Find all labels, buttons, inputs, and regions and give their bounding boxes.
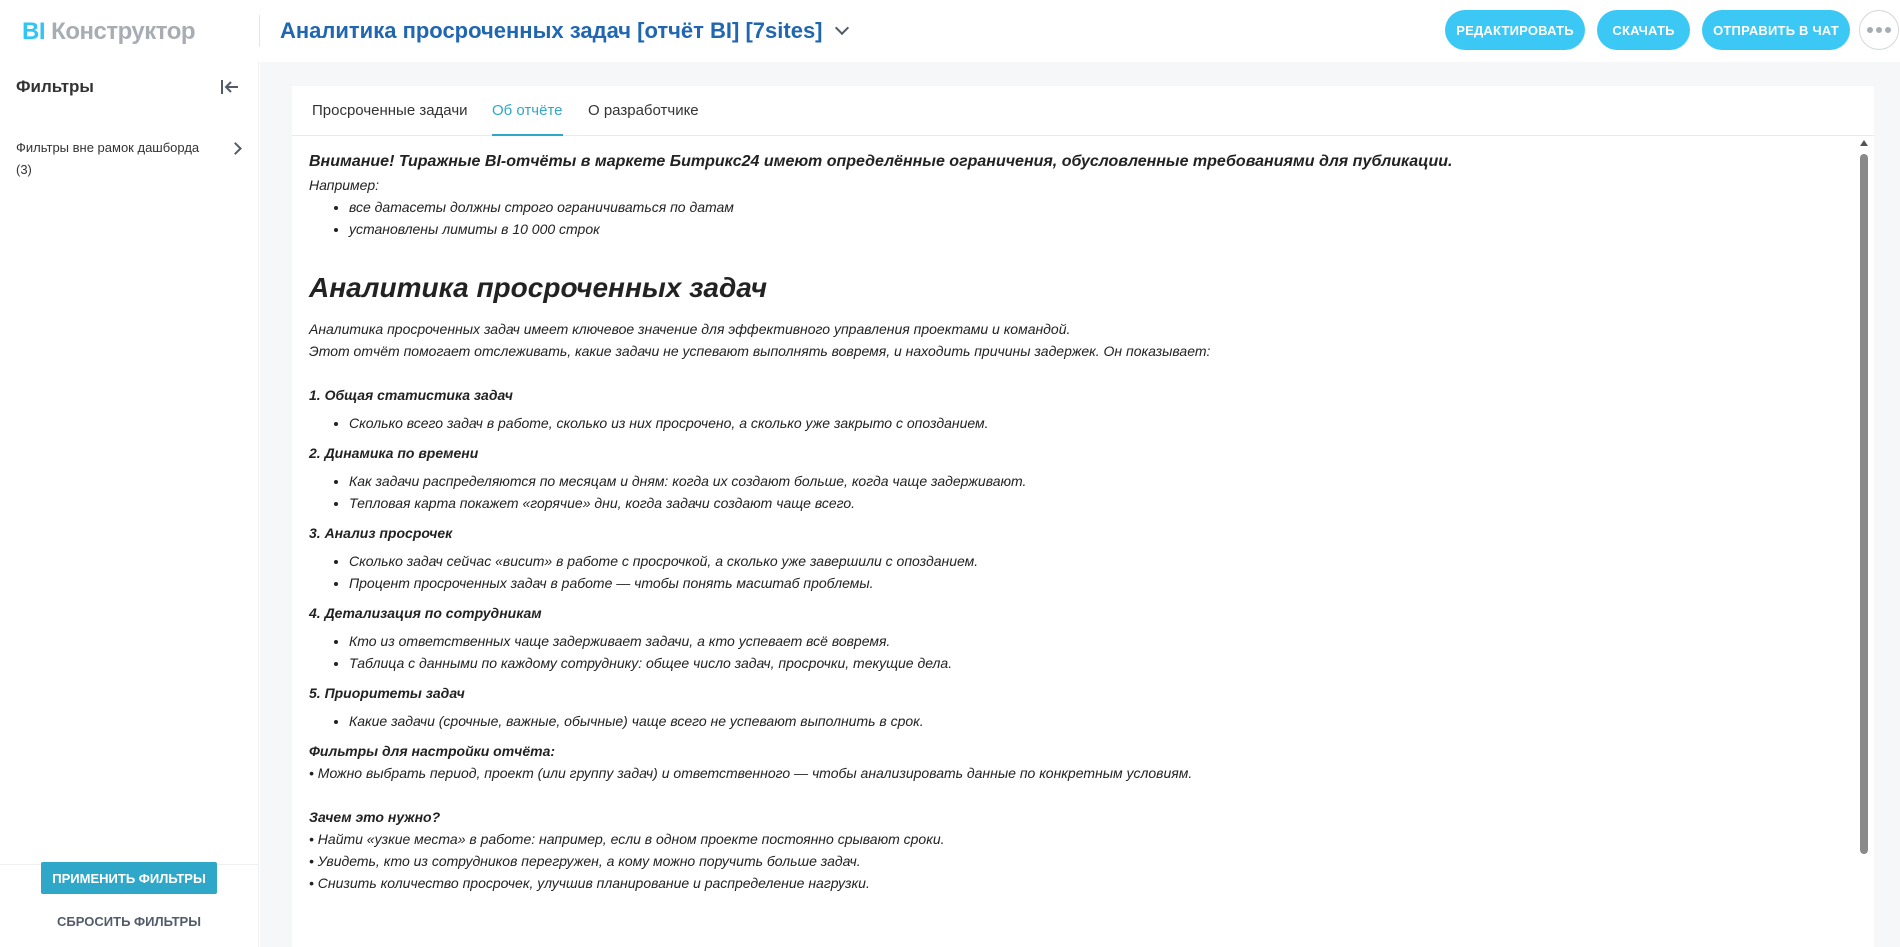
why-title: Зачем это нужно? bbox=[309, 809, 441, 825]
report-tabs bbox=[292, 86, 1874, 136]
list-item: • установлены лимиты в 10 000 строк bbox=[349, 218, 1839, 240]
filters-title: Фильтры для настройки отчёта: bbox=[309, 743, 556, 759]
section-list bbox=[349, 550, 1839, 594]
filters-text: • Можно выбрать период, проект (или группу задач) и ответственного — чтобы анализировать данные по конкретным условиям. bbox=[309, 765, 1193, 781]
download-button[interactable]: СКАЧАТЬ bbox=[1597, 10, 1690, 50]
why-item: • Увидеть, кто из сотрудников перегружен, а кому можно поручить больше задач. bbox=[309, 853, 861, 869]
filter-group-label: Фильтры вне рамок дашборда (3) bbox=[16, 140, 200, 177]
header-divider bbox=[259, 15, 260, 47]
more-dots-icon bbox=[1867, 27, 1873, 33]
list-item: • Какие задачи (срочные, важные, обычные) чаще всего не успевают выполнить в срок. bbox=[349, 710, 1839, 732]
list-item: • все датасеты должны строго ограничиваться по датам bbox=[349, 196, 1839, 218]
section-heading: Аналитика просроченных задач bbox=[309, 272, 768, 303]
section-list bbox=[349, 470, 1839, 514]
list-item: • Сколько задач сейчас «висит» в работе с просрочкой, а сколько уже завершили с опозданием. bbox=[349, 550, 1839, 572]
report-panel bbox=[292, 86, 1874, 947]
section-title: 4. Детализация по сотрудникам bbox=[309, 605, 542, 621]
top-header bbox=[0, 0, 1900, 62]
filters-sidebar bbox=[0, 62, 259, 947]
tab-about-report[interactable]: Об отчёте bbox=[492, 102, 563, 136]
section-list bbox=[349, 710, 1839, 732]
list-item: • Сколько всего задач в работе, сколько из них просрочено, а сколько уже закрыто с опозданием. bbox=[349, 412, 1839, 434]
example-label: Например: bbox=[309, 177, 380, 193]
list-item: • Процент просроченных задач в работе — чтобы понять масштаб проблемы. bbox=[349, 572, 1839, 594]
section-title: 1. Общая статистика задач bbox=[309, 387, 513, 403]
section-title: 2. Динамика по времени bbox=[309, 445, 479, 461]
more-menu-button[interactable] bbox=[1859, 10, 1899, 50]
apply-filters-button[interactable]: ПРИМЕНИТЬ ФИЛЬТРЫ bbox=[41, 862, 217, 894]
app-logo[interactable] bbox=[22, 18, 195, 46]
report-title-dropdown[interactable] bbox=[280, 18, 847, 44]
scrollbar-thumb[interactable] bbox=[1860, 154, 1868, 854]
chevron-down-icon bbox=[834, 21, 848, 35]
why-item: • Найти «узкие места» в работе: например, если в одном проекте постоянно срывают сроки. bbox=[309, 831, 945, 847]
tab-about-developer[interactable]: О разработчике bbox=[588, 102, 699, 119]
logo-bi: BI bbox=[22, 18, 45, 45]
section-list bbox=[349, 412, 1839, 434]
list-item: • Кто из ответственных чаще задерживает задачи, а кто успевает всё вовремя. bbox=[349, 630, 1839, 652]
send-to-chat-button[interactable]: ОТПРАВИТЬ В ЧАТ bbox=[1702, 10, 1850, 50]
content-scrollbar[interactable] bbox=[1858, 138, 1870, 947]
why-item: • Снизить количество просрочек, улучшив планирование и распределение нагрузки. bbox=[309, 875, 870, 891]
intro-paragraph-2: Этот отчёт помогает отслеживать, какие задачи не успевают выполнять вовремя, и находить причины задержек. Он показывает: bbox=[309, 343, 1211, 359]
section-list bbox=[349, 630, 1839, 674]
list-item: • Таблица с данными по каждому сотруднику: общее число задач, просрочки, текущие дела. bbox=[349, 652, 1839, 674]
list-item: • Тепловая карта покажет «горячие» дни, когда задачи создают чаще всего. bbox=[349, 492, 1839, 514]
reset-filters-button[interactable]: СБРОСИТЬ ФИЛЬТРЫ bbox=[57, 913, 201, 929]
list-item: • Как задачи распределяются по месяцам и дням: когда их создают больше, когда чаще задерживают. bbox=[349, 470, 1839, 492]
warning-text: Внимание! Тиражные BI-отчёты в маркете Битрикс24 имеют определённые ограничения, обусловленные требованиями для публикации. bbox=[309, 153, 1453, 170]
collapse-sidebar-icon[interactable] bbox=[220, 78, 240, 96]
sidebar-title: Фильтры bbox=[16, 77, 94, 96]
logo-text: Конструктор bbox=[51, 18, 196, 45]
report-title: Аналитика просроченных задач [отчёт BI] [7sites] bbox=[280, 18, 823, 43]
section-title: 3. Анализ просрочек bbox=[309, 525, 453, 541]
scroll-up-arrow-icon[interactable] bbox=[1860, 140, 1868, 146]
chevron-right-icon bbox=[229, 142, 242, 155]
filter-group-outside-dashboard[interactable] bbox=[16, 137, 246, 181]
intro-paragraph-1: Аналитика просроченных задач имеет ключевое значение для эффективного управления проектами и командой. bbox=[309, 321, 1071, 337]
limits-list bbox=[349, 196, 1839, 240]
tab-overdue-tasks[interactable]: Просроченные задачи bbox=[312, 102, 468, 119]
edit-button[interactable]: РЕДАКТИРОВАТЬ bbox=[1445, 10, 1585, 50]
report-description bbox=[309, 150, 1839, 894]
section-title: 5. Приоритеты задач bbox=[309, 685, 465, 701]
